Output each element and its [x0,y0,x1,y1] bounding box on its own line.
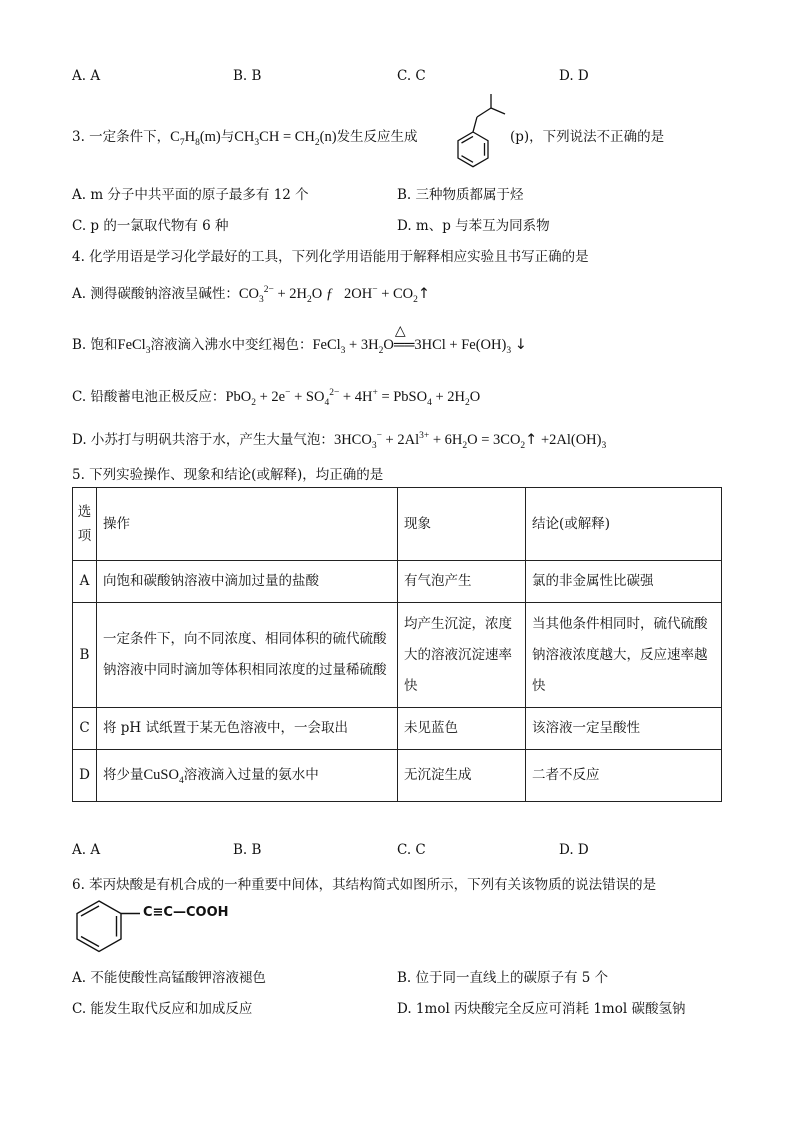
q3-option-b: B. 三种物质都属于烃 [397,187,524,203]
row-d-operation: 将少量CuSO$_4$溶液滴入过量的氨水中 [97,750,398,802]
q3-suffix: (p)，下列说法不正确的是 [510,129,665,145]
header-operation: 操作 [97,488,398,561]
q4-option-d [72,428,606,449]
q6-structure-chain: C≡C—COOH [143,905,229,920]
q6-option-d: D. 1mol 丙炔酸完全反应可消耗 1mol 碳酸氢钠 [397,1001,686,1017]
q6-option-c: C. 能发生取代反应和加成反应 [72,1001,253,1017]
q3-option-a: A. m 分子中共平面的原子最多有 12 个 [72,187,309,203]
q2-option-a: A. A [72,68,101,84]
table-row [73,708,722,750]
q3-structure-p-diagram [450,92,510,172]
row-a-conclusion: 氯的非金属性比碳强 [526,561,722,603]
q2-option-d: D. D [559,68,589,84]
q4-option-b-label: B. 饱和 [72,337,118,353]
row-d-conclusion: 二者不反应 [526,750,722,802]
q3-stem [72,125,418,146]
q5-stem: 5. 下列实验操作、现象和结论(或解释)，均正确的是 [72,467,384,483]
q4-option-b-fecl3: FeCl$_3$ [117,337,151,356]
row-c-operation: 将 pH 试纸置于某无色溶液中，一会取出 [97,708,398,750]
q5-option-a: A. A [72,842,101,858]
q2-options [72,68,632,86]
q3-with: 与 [220,129,235,145]
row-a-option: A [73,561,97,603]
q5-option-d: D. D [559,842,589,858]
header-phenomenon: 现象 [398,488,526,561]
q4-option-a [72,282,430,303]
header-conclusion: 结论(或解释) [526,488,722,561]
q5-option-c: C. C [397,842,426,858]
q6-option-a: A. 不能使酸性高锰酸钾溶液褪色 [72,970,266,986]
q4-stem: 4. 化学用语是学习化学最好的工具，下列化学用语能用于解释相应实验且书写正确的是 [72,249,589,265]
q2-option-c: C. C [397,68,426,84]
q4-option-c [72,385,480,406]
q3-prefix: 3. 一定条件下， [72,129,171,145]
q4-option-a-equation: $CO_3^{2-} + 2H_2O$ ƒ $2OH^- + CO_2↑$ [238,285,431,305]
table-row [73,750,722,802]
q2-option-b: B. B [233,68,262,84]
row-c-conclusion: 该溶液一定呈酸性 [526,708,722,750]
q3-formula-m: $C_7H_8(m)$ [170,129,221,148]
row-d-option: D [73,750,97,802]
q4-option-d-equation: $3HCO_3^- + 2Al^{3+} + 6H_2O$ = $3CO_2↑ +2Al(OH)_3$ [333,431,607,451]
row-c-phenomenon: 未见蓝色 [398,708,526,750]
q5-option-b: B. B [233,842,262,858]
q4-option-d-label: D. 小苏打与明矾共溶于水，产生大量气泡： [72,432,334,448]
q6-option-b: B. 位于同一直线上的碳原子有 5 个 [397,970,609,986]
q3-option-d: D. m、p 与苯互为同系物 [397,218,550,234]
q4-option-c-equation: $PbO_2 + 2e^- + SO_4^{2-} + 4H^+$ = PbSO$_4$ + $2H_2O$ [225,388,481,408]
row-a-operation: 向饱和碳酸钠溶液中滴加过量的盐酸 [97,561,398,603]
q5-table [72,487,722,802]
q4-option-c-label: C. 铅酸蓄电池正极反应： [72,389,226,405]
table-row [73,561,722,603]
header-option: 选项 [73,488,97,561]
row-a-phenomenon: 有气泡产生 [398,561,526,603]
q3-option-c: C. p 的一氯取代物有 6 种 [72,218,229,234]
row-d-phenomenon: 无沉淀生成 [398,750,526,802]
q6-benzene-ring-diagram [72,898,142,960]
q3-react-text: 发生反应生成 [336,129,418,145]
q6-stem: 6. 苯丙炔酸是有机合成的一种重要中间体，其结构简式如图所示，下列有关该物质的说法错误的是 [72,877,657,893]
q4-option-b [72,324,527,356]
row-b-phenomenon: 均产生沉淀，浓度大的溶液沉淀速率快 [398,603,526,708]
q4-option-a-label: A. 测得碳酸钠溶液呈碱性： [72,286,239,302]
row-c-option: C [73,708,97,750]
row-b-option: B [73,603,97,708]
row-b-operation: 一定条件下，向不同浓度、相同体积的硫代硫酸钠溶液中同时滴加等体积相同浓度的过量稀硫酸 [97,603,398,708]
table-row [73,603,722,708]
q4-option-b-label2: 溶液滴入沸水中变红褐色： [150,337,313,353]
table-header-row [73,488,722,561]
q3-formula-n: $CH_3CH = CH_2(n)$ [234,129,337,148]
row-b-conclusion: 当其他条件相同时，硫代硫酸钠溶液浓度越大，反应速率越快 [526,603,722,708]
q5-options [72,842,632,860]
q4-option-b-equation: FeCl$_3$ + $3H_2O$ △ ══3HCl + $Fe(OH)_3$ ↓ [312,324,527,356]
